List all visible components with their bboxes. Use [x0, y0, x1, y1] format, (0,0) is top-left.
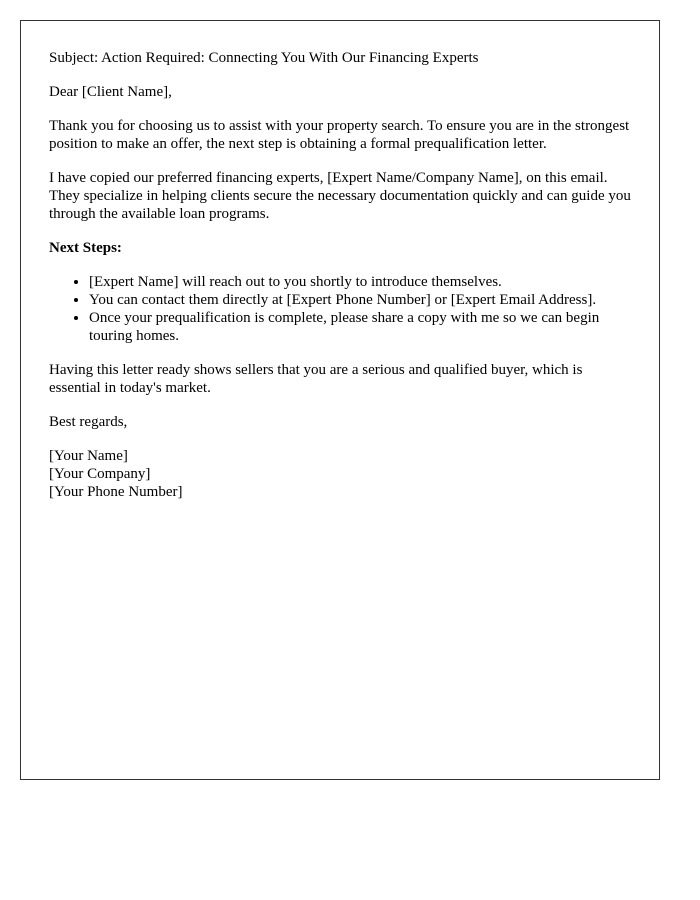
next-steps-heading: Next Steps:: [49, 240, 122, 256]
list-item: • Once your prequalification is complete, please share a copy with me so we can begin touring homes.: [89, 309, 637, 345]
sign-off: Best regards,: [49, 414, 128, 430]
financing-experts-paragraph: I have copied our preferred financing experts, [Expert Name/Company Name], on this email. They specialize in helping clients secure the necessary documentation quickly and can guide you through the available loan programs.: [49, 170, 631, 222]
next-steps-list: [49, 273, 637, 345]
signature-block: [49, 447, 637, 501]
signature-phone: [Your Phone Number]: [49, 484, 183, 500]
signature-name: [Your Name]: [49, 448, 128, 464]
list-item: • You can contact them directly at [Expert Phone Number] or [Expert Email Address].: [89, 291, 637, 309]
greeting: Dear [Client Name],: [49, 84, 172, 100]
intro-paragraph: Thank you for choosing us to assist with your property search. To ensure you are in the strongest position to make an offer, the next step is obtaining a formal prequalification letter.: [49, 118, 630, 152]
signature-company: [Your Company]: [49, 466, 151, 482]
letter-body: [49, 49, 637, 501]
closing-paragraph: Having this letter ready shows sellers that you are a serious and qualified buyer, which is essential in today's market.: [49, 362, 583, 396]
letter-frame: [20, 20, 660, 780]
list-item: • [Expert Name] will reach out to you shortly to introduce themselves.: [89, 273, 637, 291]
subject-line: Subject: Action Required: Connecting You With Our Financing Experts: [49, 50, 479, 66]
